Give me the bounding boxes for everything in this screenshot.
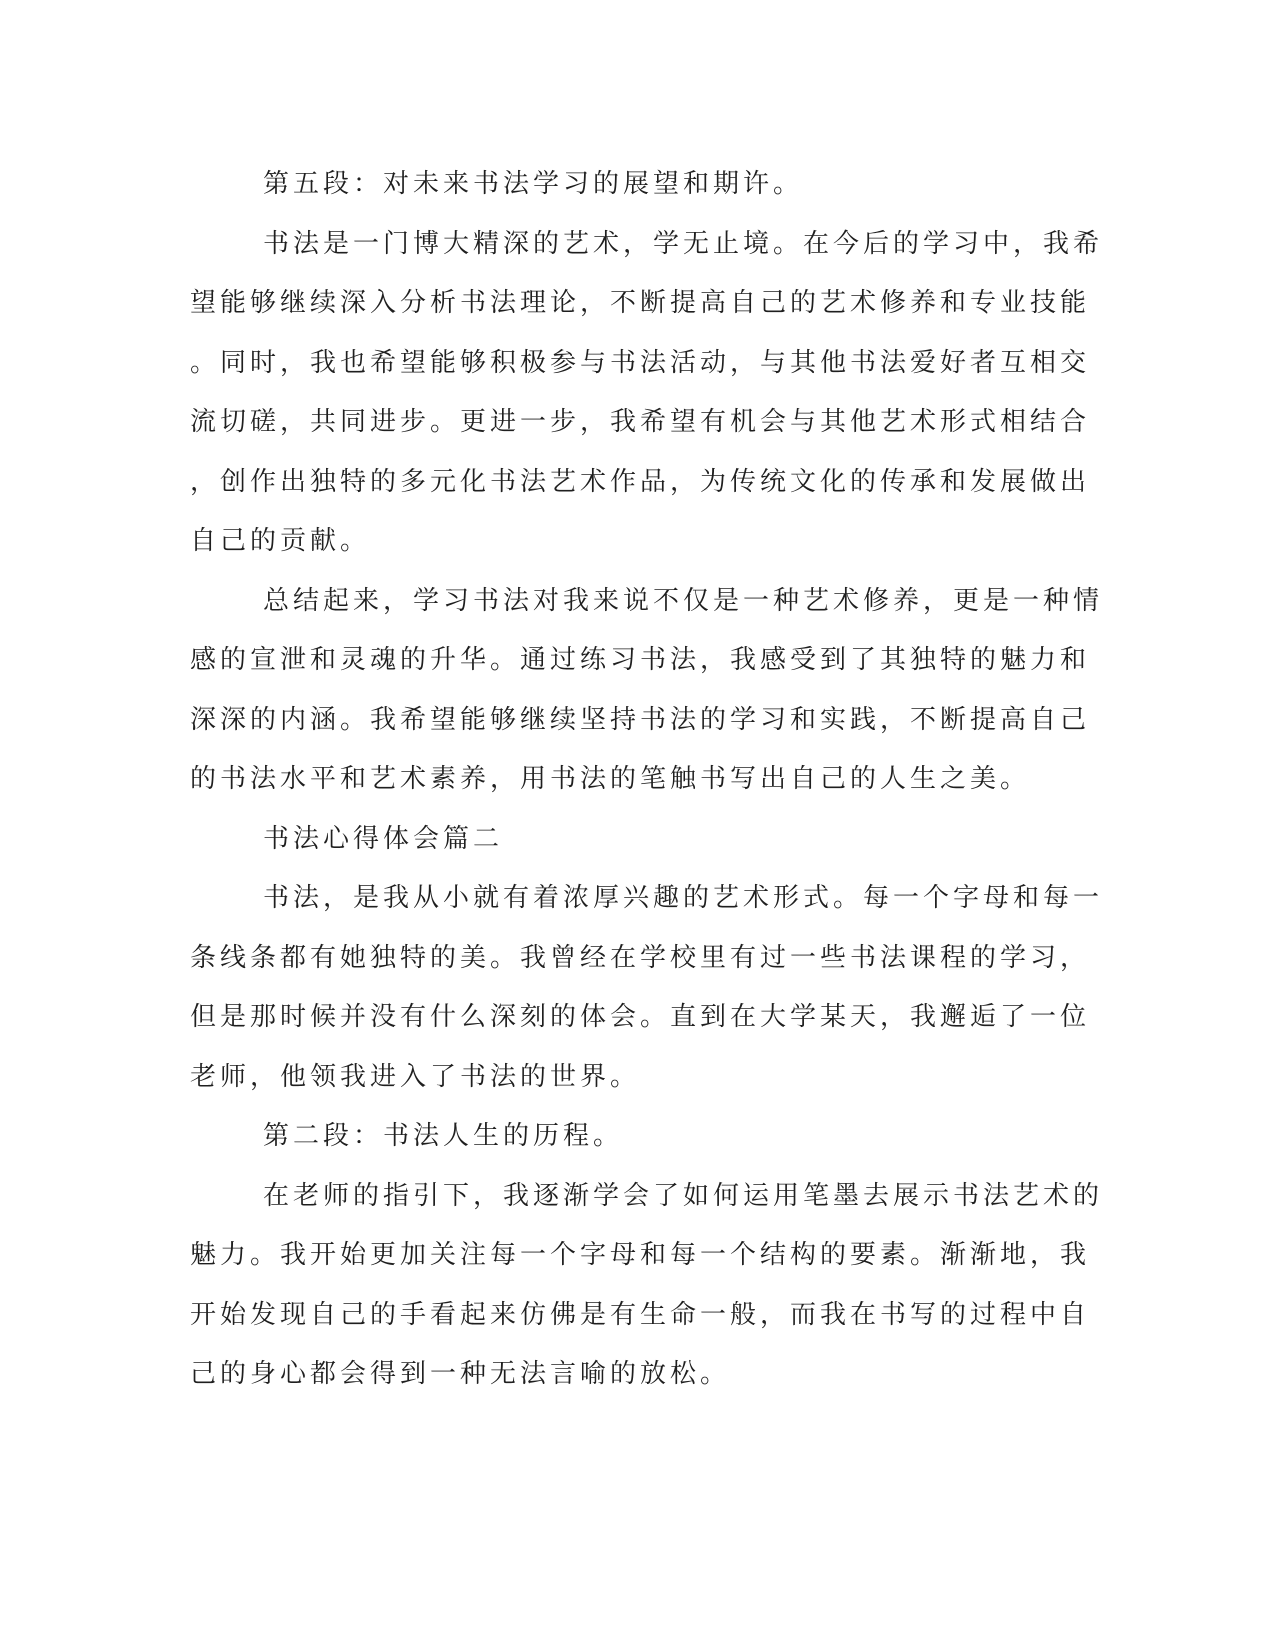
paragraph-line: 开始发现自己的手看起来仿佛是有生命一般，而我在书写的过程中自: [190, 1299, 1091, 1330]
paragraph-line: 条线条都有她独特的美。我曾经在学校里有过一些书法课程的学习，: [190, 942, 1091, 973]
section-heading-2: 第二段：书法人生的历程。: [263, 1121, 624, 1151]
paragraph-line: 的书法水平和艺术素养，用书法的笔触书写出自己的人生之美。: [190, 764, 1031, 794]
paragraph-line: 流切磋，共同进步。更进一步，我希望有机会与其他艺术形式相结合: [190, 407, 1091, 437]
paragraph-line: 魅力。我开始更加关注每一个字母和每一个结构的要素。渐渐地，我: [190, 1240, 1091, 1270]
paragraph-line: 自己的贡献。: [190, 526, 371, 556]
paragraph-line: 望能够继续深入分析书法理论，不断提高自己的艺术修养和专业技能: [190, 288, 1091, 318]
paragraph-line: 。同时，我也希望能够积极参与书法活动，与其他书法爱好者互相交: [190, 347, 1091, 378]
paragraph-line: 感的宣泄和灵魂的升华。通过练习书法，我感受到了其独特的魅力和: [190, 645, 1091, 675]
article-title-part-2: 书法心得体会篇二: [263, 823, 504, 854]
section-heading-5: 第五段：对未来书法学习的展望和期许。: [263, 169, 804, 199]
paragraph-line: 在老师的指引下，我逐渐学会了如何运用笔墨去展示书法艺术的: [263, 1180, 1104, 1211]
paragraph-line: 书法是一门博大精深的艺术，学无止境。在今后的学习中，我希: [263, 228, 1104, 259]
paragraph-line: 己的身心都会得到一种无法言喻的放松。: [190, 1359, 731, 1389]
paragraph-line: 书法，是我从小就有着浓厚兴趣的艺术形式。每一个字母和每一: [263, 883, 1104, 913]
document-body: [190, 155, 1104, 1405]
paragraph-line: 总结起来，学习书法对我来说不仅是一种艺术修养，更是一种情: [263, 585, 1104, 616]
paragraph-line: 老师，他领我进入了书法的世界。: [190, 1061, 641, 1092]
paragraph-line: 但是那时候并没有什么深刻的体会。直到在大学某天，我邂逅了一位: [190, 1002, 1091, 1032]
paragraph-line: ，创作出独特的多元化书法艺术作品，为传统文化的传承和发展做出: [190, 466, 1091, 497]
paragraph-line: 深深的内涵。我希望能够继续坚持书法的学习和实践，不断提高自己: [190, 704, 1091, 735]
